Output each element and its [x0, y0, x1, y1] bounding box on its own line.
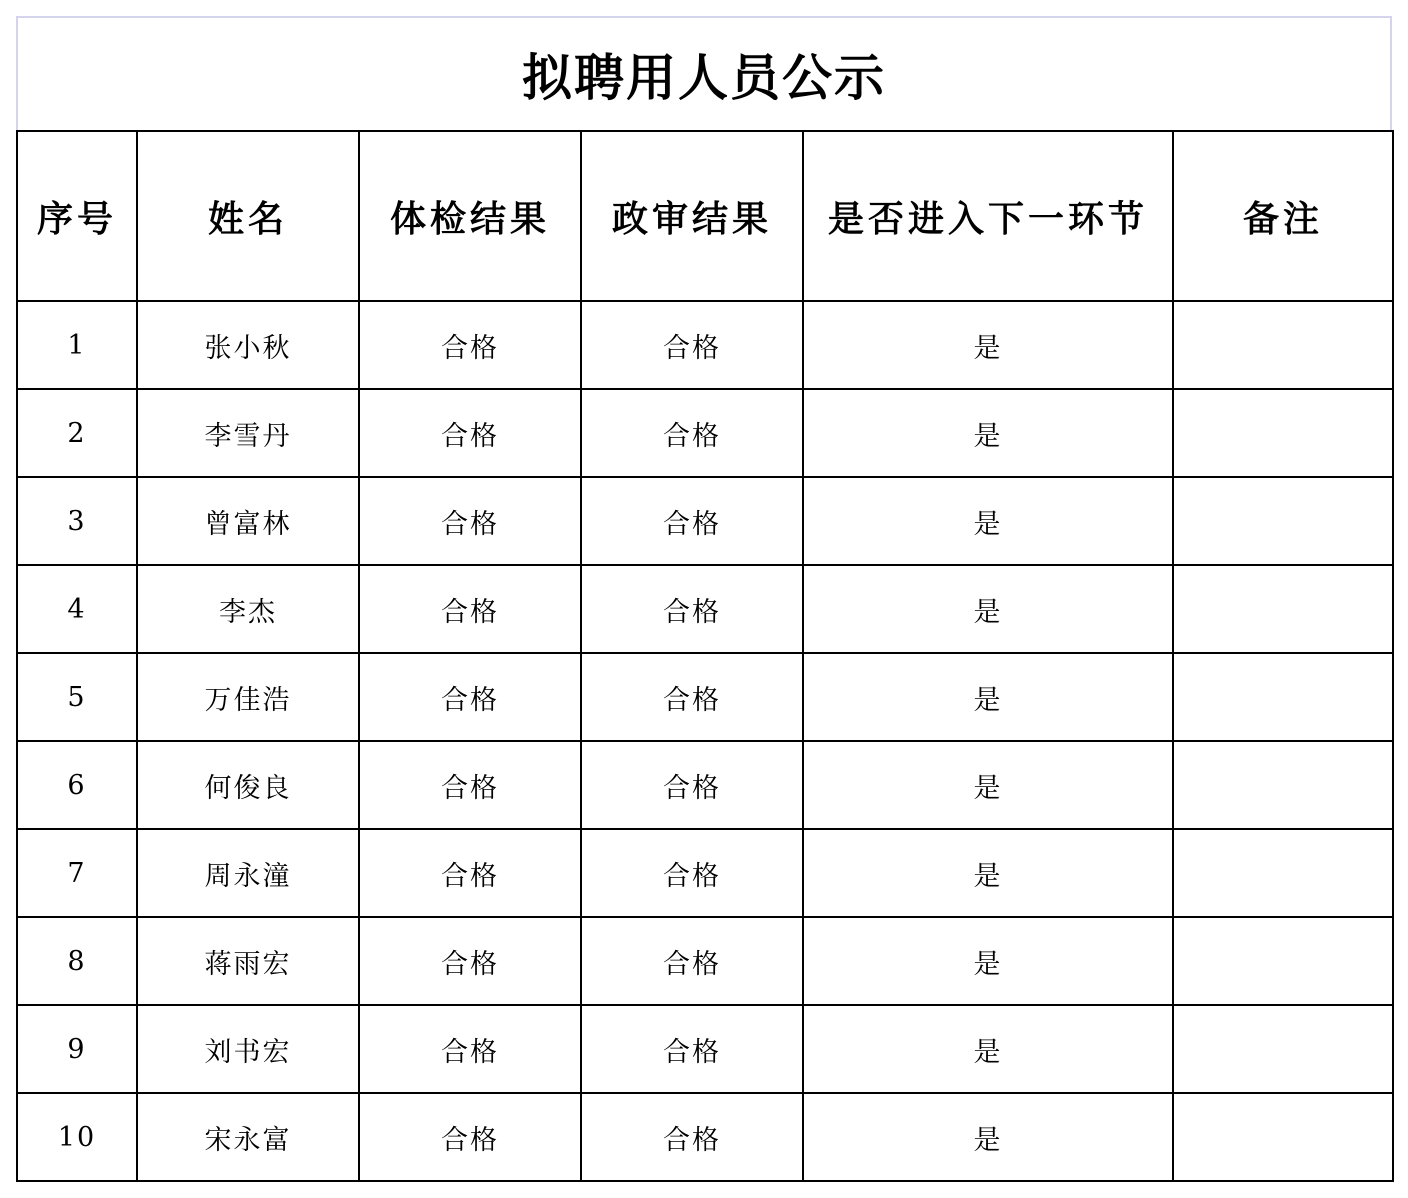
cell-next-stage: 是: [803, 1005, 1173, 1093]
table-row: [17, 917, 1393, 1005]
cell-remark: [1173, 829, 1393, 917]
cell-physical-exam: 合格: [359, 477, 581, 565]
cell-political-review: 合格: [581, 565, 803, 653]
cell-name: 宋永富: [137, 1093, 359, 1181]
title-row: [16, 16, 1392, 130]
cell-physical-exam: 合格: [359, 301, 581, 389]
cell-index: 4: [17, 565, 137, 653]
cell-next-stage: 是: [803, 653, 1173, 741]
cell-political-review: 合格: [581, 653, 803, 741]
cell-name: 万佳浩: [137, 653, 359, 741]
header-remark: 备注: [1173, 131, 1393, 301]
cell-political-review: 合格: [581, 389, 803, 477]
cell-physical-exam: 合格: [359, 389, 581, 477]
cell-remark: [1173, 741, 1393, 829]
cell-index: 2: [17, 389, 137, 477]
cell-index: 1: [17, 301, 137, 389]
cell-remark: [1173, 1093, 1393, 1181]
cell-remark: [1173, 301, 1393, 389]
table-row: [17, 741, 1393, 829]
cell-physical-exam: 合格: [359, 741, 581, 829]
announcement-sheet: [16, 16, 1392, 1182]
candidate-table: [16, 130, 1394, 1182]
cell-index: 7: [17, 829, 137, 917]
cell-next-stage: 是: [803, 917, 1173, 1005]
cell-next-stage: 是: [803, 301, 1173, 389]
cell-name: 李雪丹: [137, 389, 359, 477]
cell-name: 蒋雨宏: [137, 917, 359, 1005]
cell-physical-exam: 合格: [359, 1005, 581, 1093]
cell-name: 曾富林: [137, 477, 359, 565]
cell-index: 6: [17, 741, 137, 829]
cell-index: 3: [17, 477, 137, 565]
header-name: 姓名: [137, 131, 359, 301]
cell-index: 10: [17, 1093, 137, 1181]
cell-next-stage: 是: [803, 1093, 1173, 1181]
cell-physical-exam: 合格: [359, 565, 581, 653]
header-row: [17, 131, 1393, 301]
cell-name: 李杰: [137, 565, 359, 653]
table-row: [17, 653, 1393, 741]
cell-physical-exam: 合格: [359, 829, 581, 917]
cell-next-stage: 是: [803, 741, 1173, 829]
table-row: [17, 477, 1393, 565]
cell-political-review: 合格: [581, 1093, 803, 1181]
header-physical-exam: 体检结果: [359, 131, 581, 301]
table-row: [17, 1005, 1393, 1093]
cell-index: 9: [17, 1005, 137, 1093]
cell-political-review: 合格: [581, 1005, 803, 1093]
cell-next-stage: 是: [803, 829, 1173, 917]
cell-name: 何俊良: [137, 741, 359, 829]
cell-remark: [1173, 477, 1393, 565]
cell-political-review: 合格: [581, 301, 803, 389]
table-row: [17, 829, 1393, 917]
cell-physical-exam: 合格: [359, 1093, 581, 1181]
cell-physical-exam: 合格: [359, 917, 581, 1005]
cell-remark: [1173, 653, 1393, 741]
cell-political-review: 合格: [581, 917, 803, 1005]
cell-physical-exam: 合格: [359, 653, 581, 741]
cell-remark: [1173, 1005, 1393, 1093]
cell-remark: [1173, 565, 1393, 653]
cell-political-review: 合格: [581, 741, 803, 829]
cell-next-stage: 是: [803, 389, 1173, 477]
table-row: [17, 301, 1393, 389]
cell-next-stage: 是: [803, 477, 1173, 565]
table-row: [17, 389, 1393, 477]
table-row: [17, 1093, 1393, 1181]
page-title: 拟聘用人员公示: [522, 48, 886, 107]
cell-political-review: 合格: [581, 477, 803, 565]
cell-name: 刘书宏: [137, 1005, 359, 1093]
cell-index: 8: [17, 917, 137, 1005]
cell-political-review: 合格: [581, 829, 803, 917]
cell-next-stage: 是: [803, 565, 1173, 653]
header-next-stage: 是否进入下一环节: [803, 131, 1173, 301]
cell-name: 周永潼: [137, 829, 359, 917]
cell-remark: [1173, 917, 1393, 1005]
header-index: 序号: [17, 131, 137, 301]
cell-name: 张小秋: [137, 301, 359, 389]
cell-index: 5: [17, 653, 137, 741]
table-row: [17, 565, 1393, 653]
cell-remark: [1173, 389, 1393, 477]
header-political-review: 政审结果: [581, 131, 803, 301]
